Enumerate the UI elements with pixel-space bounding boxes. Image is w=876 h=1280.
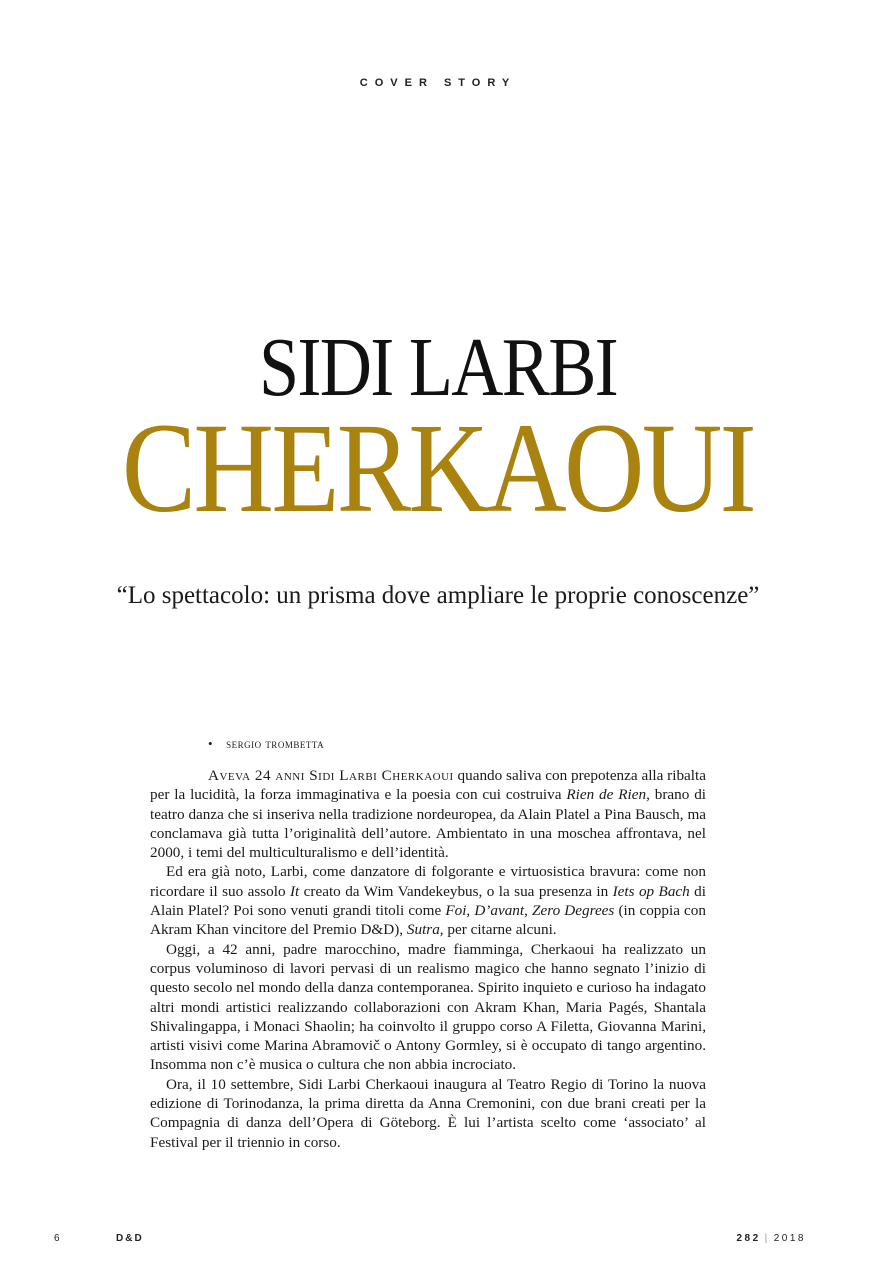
text-run: , brano di teatro danza che si inseriva nella tradizione nordeuropea, da Alain Platel a Pina Bausch, ma conclamava già tutta l’originalità dell’autore. Ambientato in una moschea affrontava, nel 2000, i temi del multiculturalismo e dell’identità. — [150, 786, 707, 862]
section-label: COVER STORY — [359, 77, 517, 89]
paragraph-1 — [150, 766, 706, 862]
text-run: (in coppia con Akram Khan vincitore del Premio D&D), — [150, 902, 706, 939]
work-title: Rien de Rien — [566, 786, 647, 804]
subtitle-quote: “Lo spettacolo: un prisma dove ampliare le proprie conoscenze” — [116, 582, 760, 609]
work-title: It — [289, 882, 300, 900]
magazine-name: D&D — [116, 1233, 144, 1244]
issue-number: 282 — [736, 1233, 761, 1244]
work-title: Sutra — [406, 921, 440, 939]
text-run: , — [466, 902, 475, 920]
text-run: , — [524, 902, 533, 920]
work-title: Foi — [445, 902, 467, 920]
lead-in: Aveva 24 anni Sidi Larbi Cherkaoui — [208, 767, 454, 784]
paragraph-2 — [150, 862, 706, 939]
text-run: Ed era già noto, Larbi, come danzatore di folgorante e virtuosistica bravura: come non ricordare il suo assolo — [150, 863, 706, 900]
work-title: Iets op Bach — [612, 882, 690, 900]
bullet-icon: • — [208, 736, 215, 751]
author-name: sergio trombetta — [226, 736, 325, 751]
title-last-name: CHERKAOUI — [121, 397, 755, 539]
title-first-name: SIDI LARBI — [258, 321, 618, 414]
text-run: , per citarne alcuni. — [439, 921, 557, 939]
work-title: D’avant — [474, 902, 525, 920]
paragraph-4: Ora, il 10 settembre, Sidi Larbi Cherkaoui inaugura al Teatro Regio di Torino la nuova edizione di Torinodanza, la prima diretta da Anna Cremonini, con due brani creati per la Compagnia di danza dell’Opera di Göteborg. È lui l’artista scelto come ‘associato’ al Festival per il triennio in corso. — [150, 1075, 706, 1151]
separator: | — [764, 1233, 770, 1244]
text-run: creato da Wim Vandekeybus, o la sua presenza in — [299, 882, 613, 900]
author-byline — [208, 736, 324, 752]
issue-year: 2018 — [773, 1233, 806, 1244]
page-number: 6 — [54, 1233, 60, 1244]
text-run: di Alain Platel? Poi sono venuti grandi titoli come — [150, 882, 706, 920]
article-body — [150, 766, 706, 1152]
paragraph-3: Oggi, a 42 anni, padre marocchino, madre fiamminga, Cherkaoui ha realizzato un corpus voluminoso di lavori pervasi di un realismo magico che hanno segnato l’inizio di questo secolo nel mondo della danza contemporanea. Spirito inquieto e curioso ha indagato altri mondi artistici realizzando collaborazioni con Akram Khan, Maria Pagés, Shantala Shivalingappa, i Monaci Shaolin; ha coinvolto il gruppo corso A Filetta, Giovanna Marini, artisti visivi come Marina Abramovič o Antony Gormley, si è occupato di tango argentino. Insomma non c’è musica o cultura che non abbia incrociato. — [150, 940, 706, 1074]
work-title: Zero Degrees — [532, 902, 615, 920]
issue-info — [736, 1233, 806, 1244]
text-run: quando saliva con prepotenza alla ribalta per la lucidità, la forza immaginativa e la poesia con cui costruiva — [150, 767, 706, 804]
